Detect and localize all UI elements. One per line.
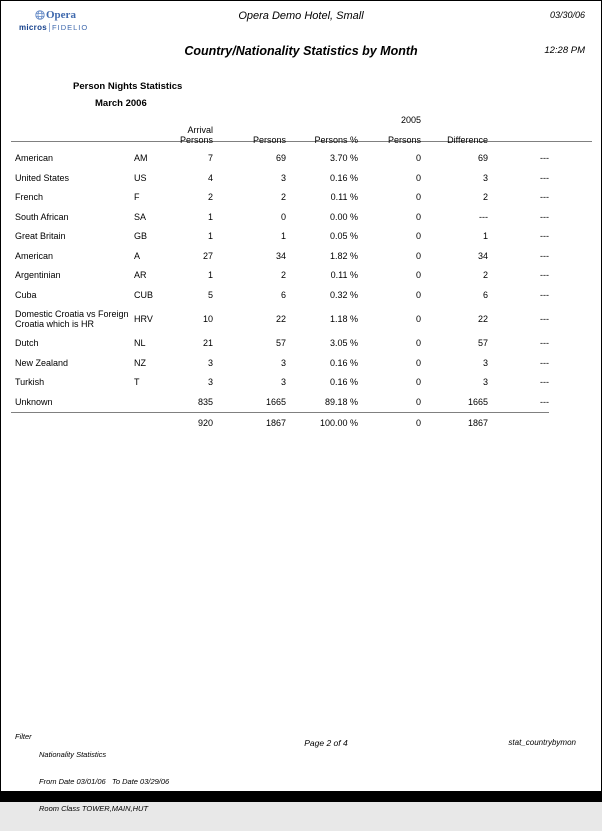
persons-2005-cell: 0 bbox=[415, 192, 421, 202]
total-difference: 1867 bbox=[421, 413, 488, 435]
report-date: 03/30/06 bbox=[549, 10, 585, 20]
table-row bbox=[11, 393, 549, 413]
persons-pct-cell: 0.16 % bbox=[329, 172, 358, 183]
table-row bbox=[11, 286, 549, 306]
persons-cell: 6 bbox=[280, 289, 286, 300]
country-code-cell: AM bbox=[134, 153, 148, 163]
persons-2005-cell: 0 bbox=[415, 338, 421, 348]
persons-cell: 3 bbox=[280, 172, 286, 183]
total-arrival-persons: 920 bbox=[174, 413, 213, 435]
persons-pct-cell: 0.00 % bbox=[329, 211, 358, 222]
arrival-persons-cell: 1 bbox=[207, 270, 213, 280]
difference-cell: 2 bbox=[482, 192, 488, 202]
difference-cell: 6 bbox=[482, 289, 488, 300]
country-name-cell: Turkish bbox=[15, 377, 45, 387]
difference-cell: 3 bbox=[482, 172, 488, 183]
table-row bbox=[11, 188, 549, 208]
country-code-cell bbox=[134, 393, 174, 413]
table-header-row-year bbox=[11, 111, 549, 125]
country-name-cell: Domestic Croatia vs Foreign Croatia which is HR bbox=[15, 309, 129, 329]
table-footer bbox=[11, 413, 549, 435]
country-name-cell: American bbox=[15, 153, 54, 163]
extra-cell: --- bbox=[540, 231, 549, 241]
country-name-cell: French bbox=[15, 192, 44, 202]
country-code-cell: A bbox=[134, 250, 141, 261]
persons-cell: 1665 bbox=[265, 396, 286, 407]
arrival-persons-cell: 3 bbox=[207, 377, 213, 387]
extra-cell: --- bbox=[540, 270, 549, 280]
logo-divider bbox=[49, 23, 50, 32]
spacer-cell bbox=[213, 111, 286, 125]
report-title: Country/Nationality Statistics by Month bbox=[184, 44, 418, 58]
country-name-cell: Argentinian bbox=[15, 270, 61, 280]
page-number: Page 2 of 4 bbox=[304, 738, 348, 748]
fidelio-logo-text: FIDELIO bbox=[52, 23, 89, 32]
country-code-cell: US bbox=[134, 172, 147, 183]
extra-cell: --- bbox=[540, 153, 549, 163]
persons-pct-cell: 0.32 % bbox=[329, 289, 358, 300]
country-code-cell: AR bbox=[134, 270, 147, 280]
extra-cell: --- bbox=[540, 172, 549, 183]
statistics-table bbox=[11, 111, 549, 435]
table-row bbox=[11, 354, 549, 374]
column-header-difference: Difference bbox=[447, 135, 488, 145]
difference-cell: 3 bbox=[482, 357, 488, 368]
column-header-2005-persons: Persons bbox=[387, 135, 421, 145]
total-persons: 1867 bbox=[213, 413, 286, 435]
persons-2005-cell: 0 bbox=[415, 172, 421, 183]
country-code-cell: HRV bbox=[134, 313, 153, 324]
table-row bbox=[11, 149, 549, 169]
total-extra bbox=[488, 413, 549, 435]
difference-cell: --- bbox=[479, 211, 488, 222]
arrival-persons-cell: 27 bbox=[202, 250, 213, 261]
report-code: stat_countrybymon bbox=[508, 738, 576, 747]
persons-cell: 57 bbox=[275, 338, 286, 348]
persons-pct-cell: 0.11 % bbox=[330, 270, 358, 280]
country-name-cell: American bbox=[15, 250, 54, 261]
country-name-cell: United States bbox=[15, 172, 70, 183]
spacer-cell bbox=[11, 111, 134, 125]
arrival-persons-cell: 5 bbox=[207, 289, 213, 300]
table-body bbox=[11, 149, 549, 413]
page-bottom-edge bbox=[1, 791, 601, 801]
persons-cell: 2 bbox=[280, 192, 286, 202]
table-row bbox=[11, 247, 549, 267]
spacer-cell bbox=[488, 125, 549, 149]
difference-cell: 1 bbox=[482, 231, 488, 241]
persons-pct-cell: 0.16 % bbox=[329, 357, 358, 368]
country-code-cell: CUB bbox=[134, 289, 154, 300]
country-code-cell: GB bbox=[134, 231, 148, 241]
filter-line: Room Class TOWER,MAIN,HUT bbox=[39, 804, 149, 813]
hotel-name: Opera Demo Hotel, Small bbox=[238, 10, 364, 22]
persons-2005-cell: 0 bbox=[415, 377, 421, 387]
section-month: March 2006 bbox=[95, 98, 147, 109]
difference-cell: 22 bbox=[477, 313, 488, 324]
country-name-cell: South African bbox=[15, 211, 69, 222]
total-persons-pct: 100.00 % bbox=[286, 413, 358, 435]
persons-cell: 0 bbox=[280, 211, 286, 222]
table-row bbox=[11, 334, 549, 354]
filter-line: From Date 03/01/06 To Date 03/29/06 bbox=[39, 777, 170, 786]
persons-cell: 3 bbox=[280, 357, 286, 368]
persons-pct-cell: 0.11 % bbox=[330, 192, 358, 202]
total-2005-persons: 0 bbox=[358, 413, 421, 435]
persons-pct-cell: 3.70 % bbox=[329, 153, 358, 163]
difference-cell: 3 bbox=[482, 377, 488, 387]
difference-cell: 57 bbox=[477, 338, 488, 348]
total-row bbox=[11, 413, 549, 435]
spacer-cell bbox=[11, 125, 134, 149]
report-time: 12:28 PM bbox=[544, 45, 585, 56]
arrival-persons-cell: 835 bbox=[197, 396, 213, 407]
arrival-persons-cell: 10 bbox=[202, 313, 213, 324]
table-row bbox=[11, 208, 549, 228]
persons-cell: 1 bbox=[280, 231, 286, 241]
total-code-cell bbox=[134, 413, 174, 435]
persons-2005-cell: 0 bbox=[415, 357, 421, 368]
column-header-arrival-persons: Arrival Persons bbox=[179, 125, 213, 145]
country-name-cell: Cuba bbox=[15, 289, 37, 300]
persons-pct-cell: 1.82 % bbox=[329, 250, 358, 261]
total-name-cell bbox=[11, 413, 134, 435]
extra-cell: --- bbox=[540, 211, 549, 222]
micros-logo-text: micros bbox=[19, 23, 48, 32]
table-row bbox=[11, 227, 549, 247]
table-row bbox=[11, 266, 549, 286]
filter-line: Nationality Statistics bbox=[39, 750, 107, 759]
persons-cell: 2 bbox=[280, 270, 286, 280]
persons-pct-cell: 1.18 % bbox=[329, 313, 358, 324]
spacer-cell bbox=[134, 111, 174, 125]
difference-cell: 69 bbox=[477, 153, 488, 163]
table-header bbox=[11, 111, 549, 149]
country-name-cell: New Zealand bbox=[15, 357, 69, 368]
micros-fidelio-line bbox=[19, 23, 88, 32]
table-row bbox=[11, 305, 549, 334]
column-header-persons: Persons bbox=[252, 135, 286, 145]
table-header-row bbox=[11, 125, 549, 149]
extra-cell: --- bbox=[540, 289, 549, 300]
persons-2005-cell: 0 bbox=[415, 250, 421, 261]
persons-cell: 69 bbox=[275, 153, 286, 163]
spacer-cell bbox=[286, 111, 358, 125]
table-row bbox=[11, 373, 549, 393]
difference-cell: 34 bbox=[477, 250, 488, 261]
spacer-cell bbox=[174, 111, 213, 125]
persons-pct-cell: 0.16 % bbox=[329, 377, 358, 387]
section-heading: Person Nights Statistics bbox=[73, 81, 183, 92]
country-code-cell: F bbox=[134, 192, 140, 202]
arrival-persons-cell: 2 bbox=[207, 192, 213, 202]
persons-2005-cell: 0 bbox=[415, 396, 421, 407]
country-code-cell: T bbox=[134, 377, 140, 387]
column-header-year: 2005 bbox=[400, 115, 421, 125]
persons-2005-cell: 0 bbox=[415, 211, 421, 222]
persons-2005-cell: 0 bbox=[415, 153, 421, 163]
persons-cell: 22 bbox=[275, 313, 286, 324]
extra-cell: --- bbox=[540, 396, 549, 407]
persons-2005-cell: 0 bbox=[415, 231, 421, 241]
persons-pct-cell: 3.05 % bbox=[329, 338, 358, 348]
extra-cell: --- bbox=[540, 313, 549, 324]
spacer-cell bbox=[421, 111, 488, 125]
arrival-persons-cell: 1 bbox=[207, 231, 213, 241]
persons-2005-cell: 0 bbox=[415, 313, 421, 324]
spacer-cell bbox=[488, 111, 549, 125]
extra-cell: --- bbox=[540, 377, 549, 387]
country-name-cell: Great Britain bbox=[15, 231, 66, 241]
country-code-cell: SA bbox=[134, 211, 147, 222]
arrival-persons-cell: 7 bbox=[207, 153, 213, 163]
arrival-persons-cell: 1 bbox=[207, 211, 213, 222]
extra-cell: --- bbox=[540, 192, 549, 202]
table-row bbox=[11, 169, 549, 189]
arrival-persons-cell: 4 bbox=[207, 172, 213, 183]
spacer-cell bbox=[134, 125, 174, 149]
country-code-cell: NZ bbox=[134, 357, 146, 368]
extra-cell: --- bbox=[540, 338, 549, 348]
extra-cell: --- bbox=[540, 250, 549, 261]
persons-2005-cell: 0 bbox=[415, 270, 421, 280]
difference-cell: 2 bbox=[482, 270, 488, 280]
country-code-cell: NL bbox=[134, 338, 146, 348]
difference-cell: 1665 bbox=[467, 396, 488, 407]
persons-cell: 34 bbox=[275, 250, 286, 261]
persons-pct-cell: 0.05 % bbox=[329, 231, 358, 241]
arrival-persons-cell: 3 bbox=[207, 357, 213, 368]
filter-label: Filter bbox=[15, 732, 32, 741]
extra-cell: --- bbox=[540, 357, 549, 368]
opera-logo-text: Opera bbox=[46, 9, 76, 21]
country-name-cell: Dutch bbox=[15, 338, 39, 348]
country-name-cell: Unknown bbox=[15, 396, 53, 407]
column-header-persons-pct: Persons % bbox=[314, 135, 358, 145]
persons-pct-cell: 89.18 % bbox=[324, 396, 358, 407]
persons-2005-cell: 0 bbox=[415, 289, 421, 300]
arrival-persons-cell: 21 bbox=[202, 338, 213, 348]
persons-cell: 3 bbox=[280, 377, 286, 387]
